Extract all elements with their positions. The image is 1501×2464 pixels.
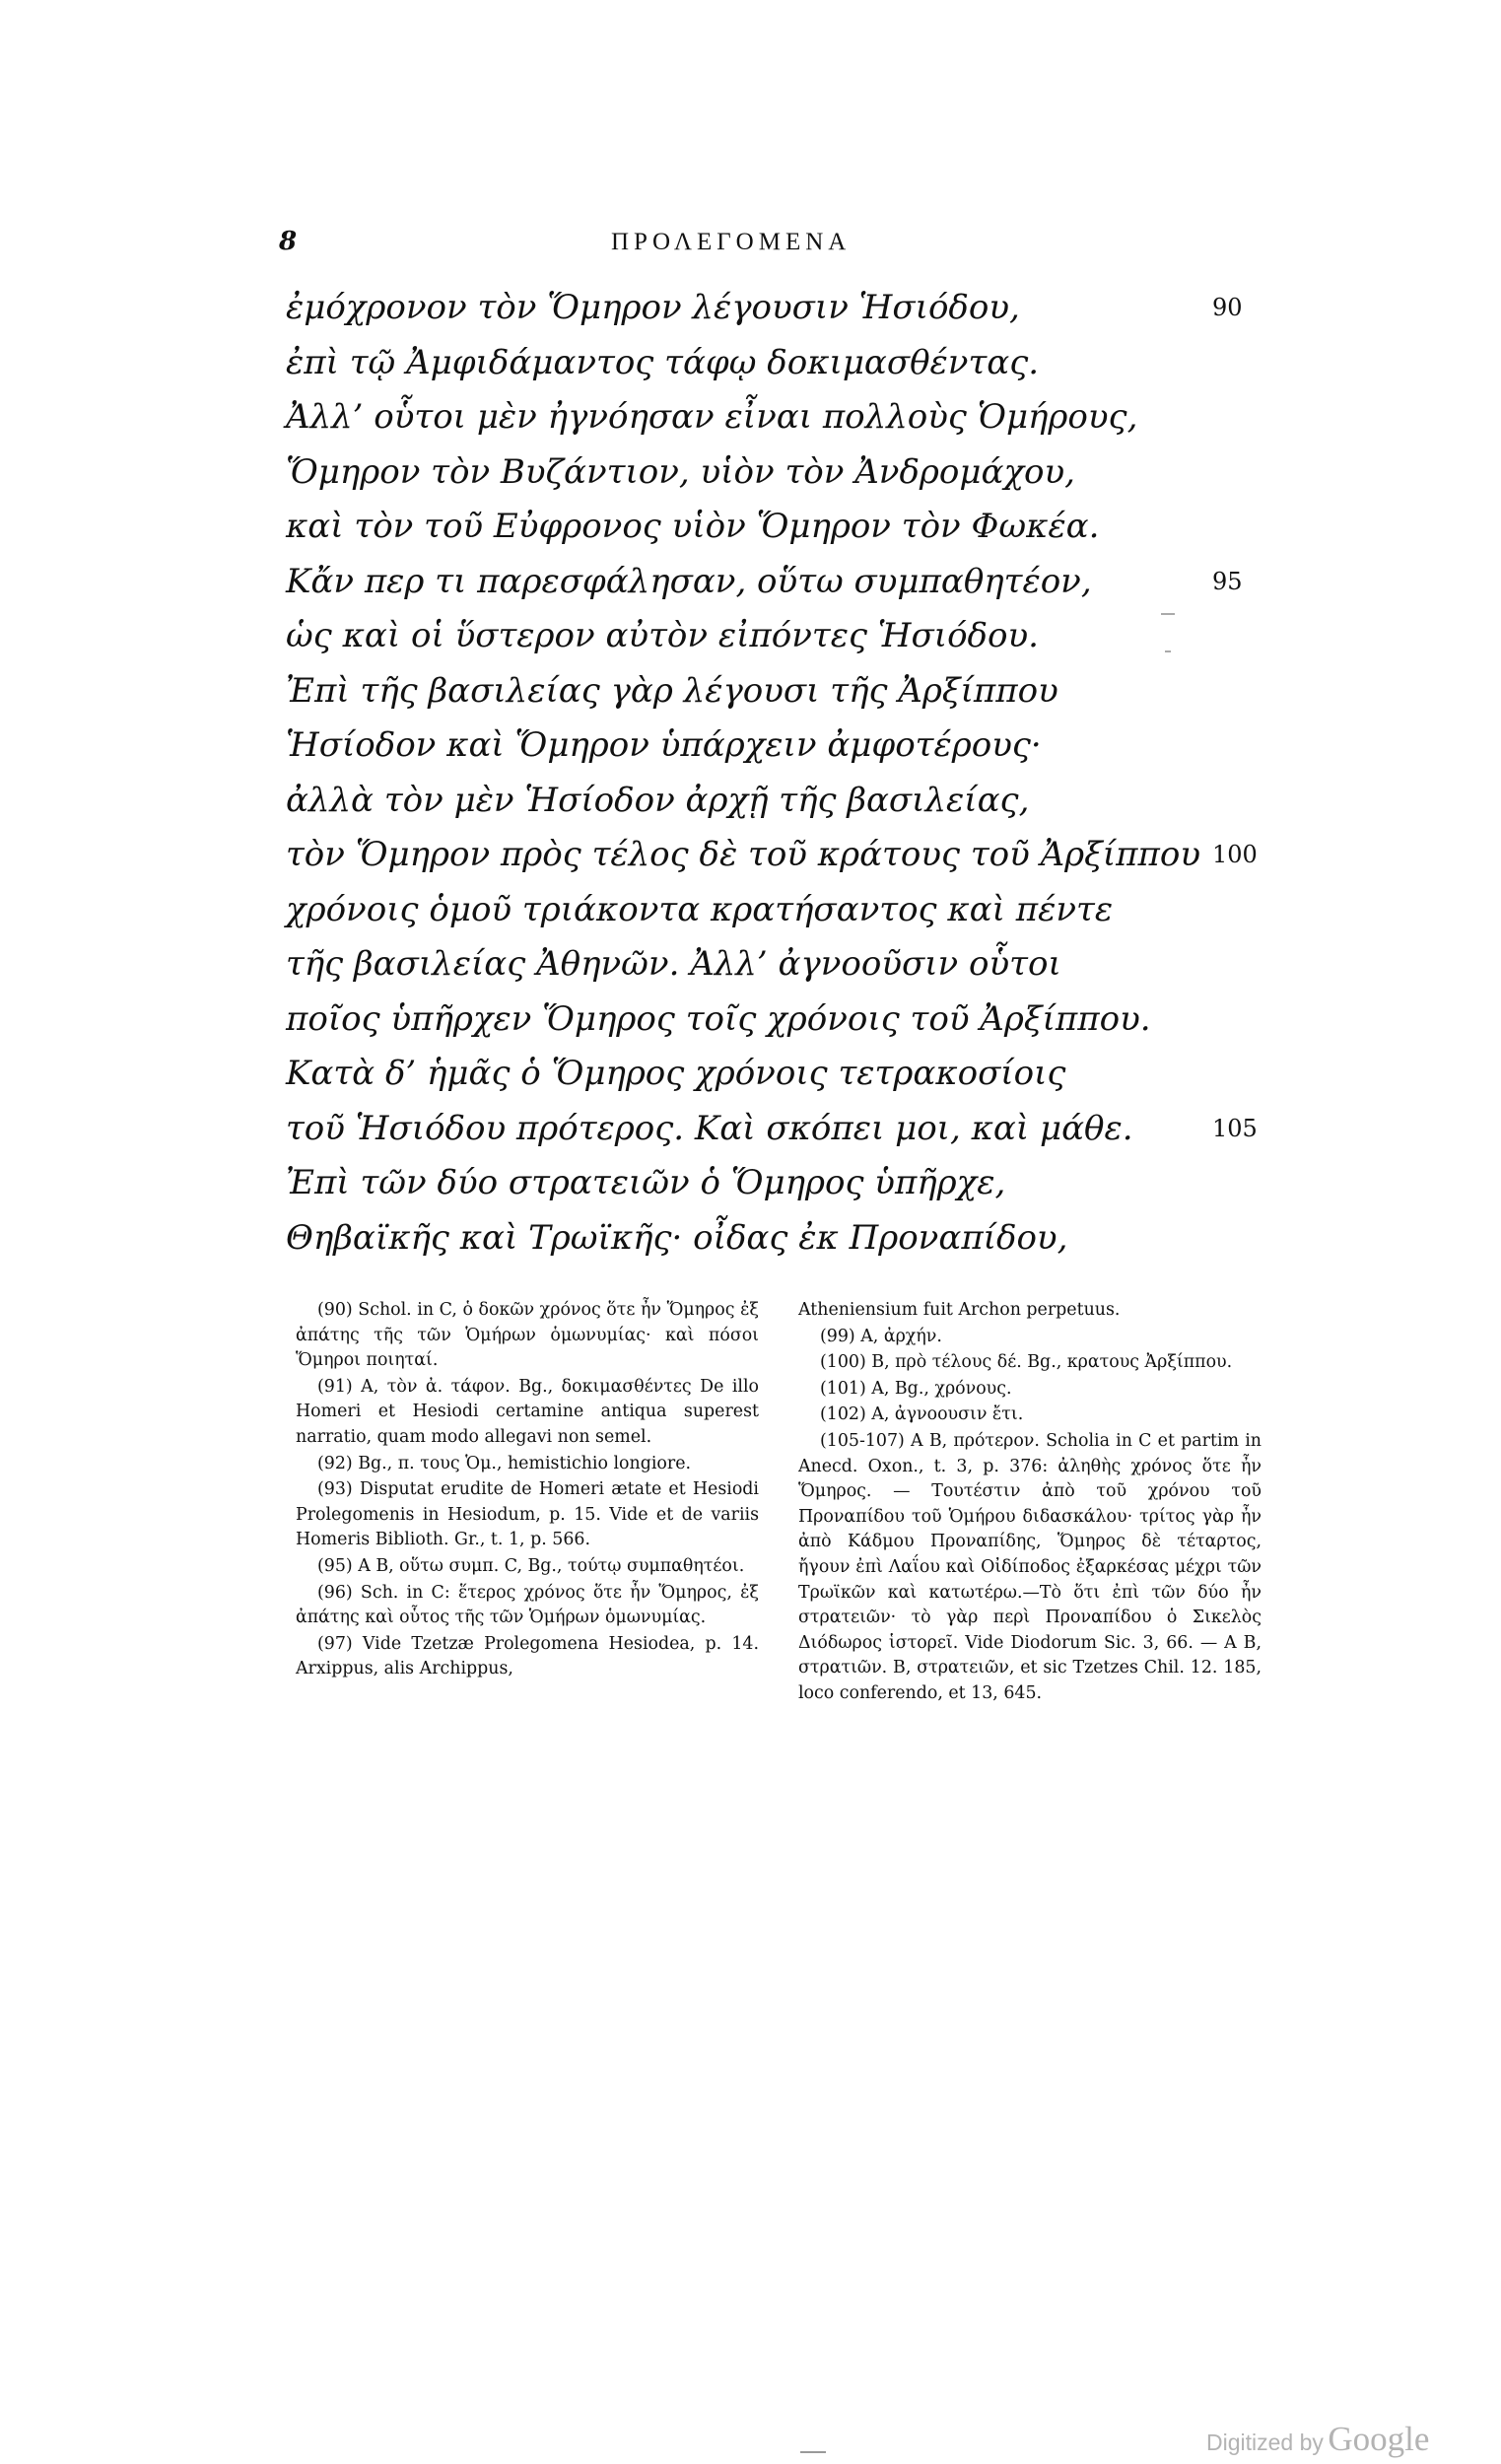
verse-line xyxy=(286,1047,1291,1102)
verse-text: ἀλλὰ τὸν μὲν Ἡσίοδον ἀρχῇ τῆς βασιλείας, xyxy=(286,780,1030,820)
verse-text: Ἐπὶ τῆς βασιλείας γὰρ λέγουσι τῆς Ἀρξίππου xyxy=(286,670,1058,711)
verse-text: τοῦ Ἡσιόδου πρότερος. Καὶ σκόπει μοι, καὶ μάθε. xyxy=(286,1108,1133,1148)
footnote: (99) A, ἀρχήν. xyxy=(820,1326,942,1346)
verse-text: καὶ τὸν τοῦ Εὐφρονος υἱὸν Ὅμηρον τὸν Φωκέα. xyxy=(286,507,1100,546)
bottom-mark xyxy=(800,2451,826,2453)
verse-line xyxy=(286,390,1291,445)
verse-line xyxy=(286,1102,1291,1157)
verse-line xyxy=(286,719,1291,774)
verse-line xyxy=(286,1211,1291,1266)
footnote: (105-107) A B, πρότερον. Scholia in C et partim in Anecd. Oxon., t. 3, p. 376: ἀληθὴς χρόνος ὅτε ἦν Ὅμηρος. — Τουτέστιν ἀπὸ τοῦ χρόνου τοῦ Προναπίδου τοῦ Ὁμήρου διδασκάλου· τρίτος γὰρ ἦν ἀπὸ Κάδμου Προναπίδης, Ὅμηρος δὲ τέταρτος, ἤγουν ἐπὶ Λαΐου καὶ Οἰδίποδος ἐξαρκέσας μέχρι τῶν Τρωϊκῶν καὶ κατωτέρω.—Τὸ ὅτι ἐπὶ τῶν δύο ἦν στρατειῶν· τὸ γὰρ περὶ Προναπίδου ὁ Σικελὸς Διόδωρος ἱστορεῖ. Vide Diodorum Sic. 3, 66. — A B, στρατιῶν. B, στρατειῶν, et sic Tzetzes Chil. 12. 185, loco conferendo, et 13, 645. xyxy=(798,1430,1262,1703)
footnote: (93) Disputat erudite de Homeri ætate et Hesiodi Prolegomenis in Hesiodum, p. 15. Vide et de variis Homeris Biblioth. Gr., t. 1, p. 566. xyxy=(296,1479,759,1550)
verse-text: Ἐπὶ τῶν δύο στρατειῶν ὁ Ὅμηρος ὑπῆρχε, xyxy=(286,1163,1006,1202)
verse-text: ποῖος ὑπῆρχεν Ὅμηρος τοῖς χρόνοις τοῦ Ἀρξίππου. xyxy=(286,998,1151,1039)
verse-text: ἐπὶ τῷ Ἀμφιδάμαντος τάφῳ δοκιμασθέντας. xyxy=(286,342,1040,382)
line-number: 105 xyxy=(1212,1114,1258,1142)
verse-text: τὸν Ὅμηρον πρὸς τέλος δὲ τοῦ κράτους τοῦ Ἀρξίππου xyxy=(286,835,1201,874)
footnote: (96) Sch. in C: ἕτερος χρόνος ὅτε ἦν Ὅμηρος, ἐξ ἀπάτης καὶ οὗτος τῆς τῶν Ὁμήρων ὁμωνυμίας. xyxy=(296,1582,759,1628)
footnotes xyxy=(296,1298,1262,1708)
verse-text: Κατὰ δ’ ἡμᾶς ὁ Ὅμηρος χρόνοις τετρακοσίοις xyxy=(286,1054,1066,1093)
footnote: (101) A, Bg., χρόνους. xyxy=(820,1378,1012,1399)
verse-line xyxy=(286,937,1291,992)
verse-text: Θηβαϊκῆς καὶ Τρωϊκῆς· οἶδας ἐκ Προναπίδου, xyxy=(286,1217,1068,1258)
verse-line xyxy=(286,281,1291,336)
page-number: 8 xyxy=(279,227,298,256)
footnote: (91) A, τὸν ἀ. τάφον. Bg., δοκιμασθέντες De illo Homeri et Hesiodi certamine antiqua superest narratio, quam modo allegavi non semel. xyxy=(296,1376,759,1447)
verse-line xyxy=(286,609,1291,664)
watermark-prefix: Digitized by xyxy=(1206,2430,1324,2455)
verse-line xyxy=(286,664,1291,719)
verse-text: τῆς βασιλείας Ἀθηνῶν. Ἀλλ’ ἀγνοοῦσιν οὗτοι xyxy=(286,944,1061,984)
running-head: ΠΡΟΛΕΓΟΜΕΝΑ xyxy=(611,229,852,255)
verse-text: ὡς καὶ οἱ ὕστερον αὐτὸν εἰπόντες Ἡσιόδου. xyxy=(286,616,1039,655)
verse-text: ἐμόχρονον τὸν Ὅμηρον λέγουσιν Ἡσιόδου, xyxy=(286,288,1020,327)
google-logo: Google xyxy=(1328,2420,1430,2458)
line-number: 100 xyxy=(1212,841,1258,868)
verse-line xyxy=(286,828,1291,883)
verse-text: Ἀλλ’ οὗτοι μὲν ἠγνόησαν εἶναι πολλοὺς Ὁμήρους, xyxy=(286,397,1138,437)
line-number: 95 xyxy=(1212,567,1243,595)
verse-line xyxy=(286,883,1291,938)
line-number: 90 xyxy=(1212,294,1243,321)
footnote: (100) B, πρὸ τέλους δέ. Bg., κρατους Ἀρξίππου. xyxy=(820,1352,1233,1373)
stray-mark xyxy=(1161,613,1175,615)
footnote-column-right xyxy=(798,1298,1262,1708)
footnote-column-left xyxy=(296,1298,759,1708)
verse-line xyxy=(286,445,1291,501)
verse-line xyxy=(286,555,1291,610)
verse-line xyxy=(286,774,1291,829)
verse-line xyxy=(286,1156,1291,1211)
footnote: (90) Schol. in C, ὁ δοκῶν χρόνος ὅτε ἦν Ὅμηρος ἐξ ἀπάτης τῆς τῶν Ὁμήρων ὁμωνυμίας· καὶ πόσοι Ὅμηροι ποιηταί. xyxy=(296,1300,759,1371)
verse-text: Ὅμηρον τὸν Βυζάντιον, υἱὸν τὸν Ἀνδρομάχου, xyxy=(286,451,1075,492)
digitized-watermark xyxy=(1206,2420,1429,2459)
verse-text: Κἄν περ τι παρεσφάλησαν, οὕτω συμπαθητέον, xyxy=(286,561,1092,601)
footnote: Atheniensium fuit Archon perpetuus. xyxy=(798,1300,1121,1320)
verse-line xyxy=(286,992,1291,1048)
stray-mark xyxy=(1165,650,1171,652)
footnote: (95) A B, οὕτω συμπ. C, Bg., τούτῳ συμπαθητέοι. xyxy=(317,1555,745,1576)
footnote: (97) Vide Tzetzæ Prolegomena Hesiodea, p. 14. Arxippus, alis Archippus, xyxy=(296,1633,759,1679)
footnote: (102) A, ἀγνοουσιν ἔτι. xyxy=(820,1404,1024,1425)
verse-line xyxy=(286,500,1291,555)
verse-block xyxy=(286,281,1291,1266)
verse-text: χρόνοις ὁμοῦ τριάκοντα κρατήσαντος καὶ πέντε xyxy=(286,889,1114,929)
verse-text: Ἡσίοδον καὶ Ὅμηρον ὑπάρχειν ἀμφοτέρους· xyxy=(286,725,1042,765)
footnote: (92) Bg., π. τους Ὁμ., hemistichio longiore. xyxy=(317,1453,692,1473)
verse-line xyxy=(286,336,1291,391)
